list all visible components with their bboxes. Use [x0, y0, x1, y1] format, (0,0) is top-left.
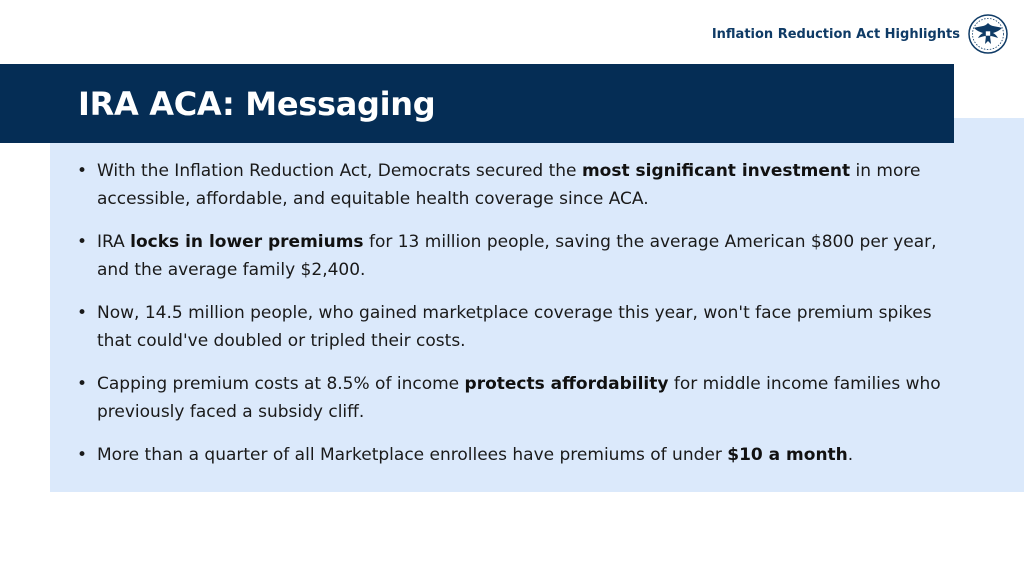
bullet-dot-icon: • — [77, 232, 88, 252]
bullet-text: for 13 million people, saving the average American $800 per year, and the average family $2,400. — [97, 232, 937, 280]
bullet-text: Capping premium costs at 8.5% of income — [97, 374, 465, 394]
bullet-dot-icon: • — [77, 445, 88, 465]
bullet-emphasis-text: most significant investment — [581, 161, 851, 181]
header-label: Inflation Reduction Act Highlights — [711, 26, 960, 42]
bullet-text: for middle income families who previously faced a subsidy cliff. — [97, 374, 941, 422]
bullet-text: IRA — [97, 232, 131, 252]
bullet-item — [0, 441, 1024, 469]
eagle-seal-icon — [968, 14, 1008, 54]
bullet-item — [0, 157, 1024, 213]
bullet-text: Now, 14.5 million people, who gained marketplace coverage this year, won't face premium spikes that could've doubled or tripled their costs. — [97, 303, 932, 351]
bullet-item — [0, 228, 1024, 284]
header-branding — [712, 14, 1008, 54]
bullet-dot-icon: • — [77, 161, 88, 181]
bullet-text: More than a quarter of all Marketplace enrollees have premiums of under — [97, 445, 728, 465]
title-bar — [0, 64, 954, 143]
bullet-emphasis-text: protects affordability — [464, 374, 669, 394]
bullet-list — [0, 157, 1024, 484]
bullet-item — [0, 370, 1024, 426]
page-title: IRA ACA: Messaging — [78, 84, 436, 123]
bullet-dot-icon: • — [77, 374, 88, 394]
bullet-text: With the Inflation Reduction Act, Democrats secured the — [97, 161, 582, 181]
bullet-item — [0, 299, 1024, 355]
bullet-text: . — [847, 445, 854, 465]
bullet-dot-icon: • — [77, 303, 88, 323]
bullet-emphasis-text: $10 a month — [727, 445, 848, 465]
bullet-emphasis-text: locks in lower premiums — [130, 232, 364, 252]
bullet-text: in more accessible, affordable, and equitable health coverage since ACA. — [97, 161, 921, 209]
